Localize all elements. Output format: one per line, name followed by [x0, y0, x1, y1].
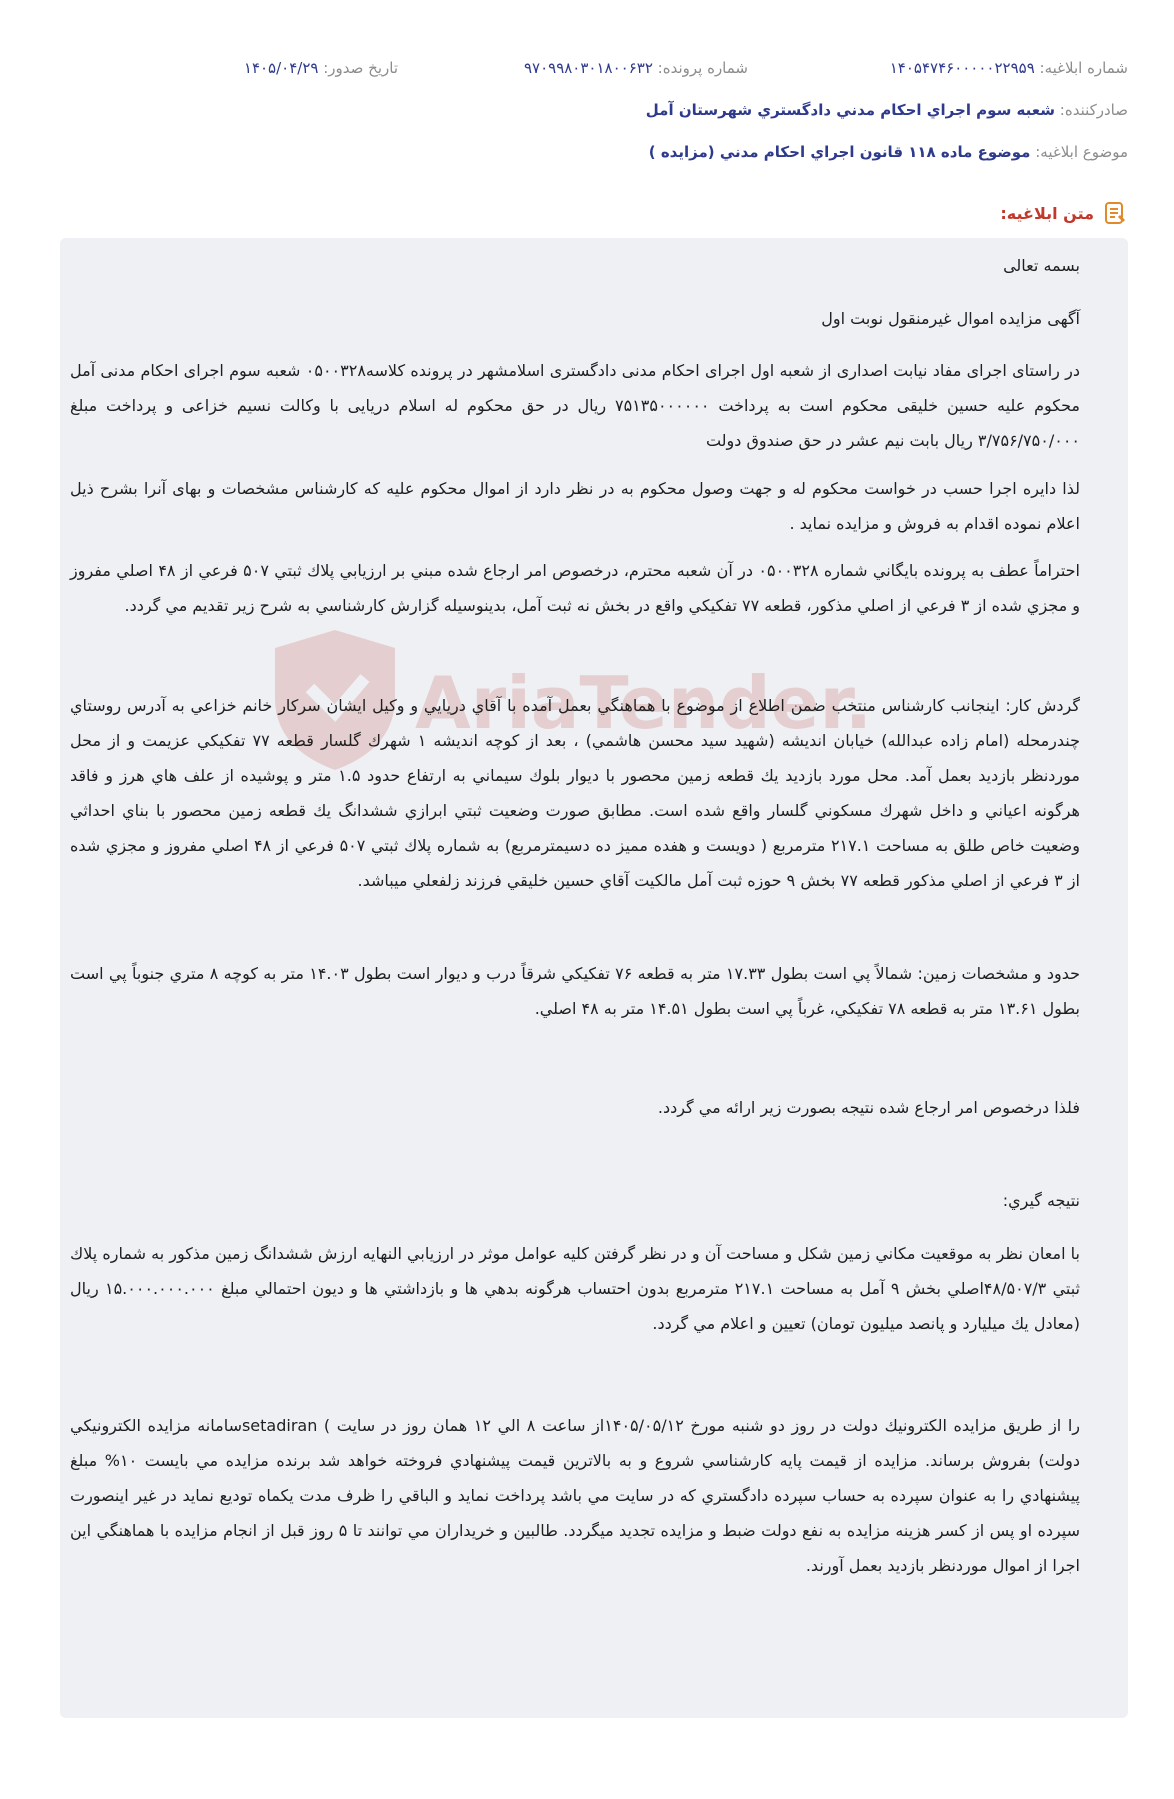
paragraph-conclusion-title: نتيجه گيري: [1002, 1191, 1080, 1210]
subject-value: موضوع ماده ۱۱۸ قانون اجراي احكام مدني (مزايده ) [648, 143, 1031, 161]
notice-number-value: ۱۴۰۵۴۷۴۶۰۰۰۰۰۲۲۹۵۹ [889, 59, 1035, 77]
paragraph-bismillah: بسمه تعالی [1003, 256, 1080, 275]
case-number-value: ۹۷۰۹۹۸۰۳۰۱۸۰۰۶۳۲ [523, 59, 653, 77]
notice-content-box [60, 238, 1128, 1718]
section-title [1000, 200, 1128, 226]
paragraph-execution-request: لذا دایره اجرا حسب در خواست محکوم له و جهت وصول محکوم به در نظر دارد از اموال محکوم علیه که کارشناس مشخصات و بهای آنرا بشرح ذیل اعلام نموده اقدام به فروش و مزایده نماید . [70, 479, 1080, 533]
paragraph-auction-title: آگهی مزایده اموال غیرمنقول نوبت اول [821, 309, 1080, 328]
document-icon [1102, 200, 1128, 226]
paragraph-workflow: گردش كار: اينجانب كارشناس منتخب ضمن اطلاع از موضوع با هماهنگي بعمل آمده با آقاي دريايي و وكيل ايشان سركار خانم خزاعي به آدرس روستاي چندرمحله (امام زاده عبدالله) خيابان انديشه (شهيد سيد محسن هاشمي) ، بعد از كوچه انديشه ۱ شهرك گلسار قطعه ۷۷ تفكيكي عزيمت و از محل موردنظر بازديد بعمل آمد. محل مورد بازديد يك قطعه زمين محصور با ديوار بلوك سيماني به ارتفاع حدود ۱.۵ متر و پوشيده از علف هاي هرز و فاقد هرگونه اعياني و داخل شهرك مسكوني گلسار واقع شده است. مطابق صورت وضعيت ثبتي ابرازي ششدانگ يك قطعه زمين محصور با بناي احداثي وضعيت خاص طلق به مساحت ۲۱۷.۱ مترمربع ( دويست و هفده مميز ده دسيمترمربع) به شماره پلاك ثبتي ۵۰۷ فرعي از ۴۸ اصلي مفروز و مجزي شده از ۳ فرعي از اصلي مذكور قطعه ۷۷ بخش ۹ حوزه ثبت آمل مالكيت آقاي حسين خليقي فرزند زلفعلي ميباشد. [70, 696, 1081, 890]
section-title-text: متن ابلاغیه: [1000, 203, 1094, 223]
issue-date-label: تاریخ صدور: [323, 59, 398, 77]
paragraph-auction-terms: را از طريق مزايده الكترونيك دولت در روز دو شنبه مورخ ۱۴۰۵/۰۵/۱۲از ساعت ۸ الي ۱۲ همان روز در سايت ) setadiranسامانه مزايده الكترونيكي دولت) بفروش برساند. مزايده از قيمت پايه كارشناسي شروع و به بالاترين قيمت پيشنهادي فروخته خواهد شد برنده مزايده مي بايست ۱۰% مبلغ پيشنهادي را به عنوان سپرده به حساب سپرده دادگستري كه در سايت مي باشد پرداخت نمايد و الباقي را ظرف مدت يكماه توديع نمايد در غير اينصورت سپرده او پس از كسر هزينه مزايده به نفع دولت ضبط و مزايده تجديد ميگردد. طالبين و خريداران مي توانند تا ۵ روز قبل از انجام مزايده با هماهنگي اين اجرا از اموال موردنظر بازديد بعمل آورند. [70, 1416, 1081, 1575]
subject-label: موضوع ابلاغیه: [1035, 143, 1128, 161]
watermark-text: AriaTender. [415, 661, 873, 745]
case-number [524, 56, 748, 80]
issuer-value: شعبه سوم اجراي احكام مدني دادگستري شهرستان آمل [645, 101, 1055, 119]
case-number-label: شماره پرونده: [657, 59, 748, 77]
paragraph-expert-reference: احتراماً عطف به پرونده بايگاني شماره ۰۵۰۰۳۲۸ در آن شعبه محترم، درخصوص امر ارجاع شده مبني بر ارزيابي پلاك ثبتي ۵۰۷ فرعي از ۴۸ اصلي مفروز و مجزي شده از ۳ فرعي از اصلي مذكور، قطعه ۷۷ تفكيكي واقع در بخش نه ثبت آمل، بدينوسيله گزارش كارشناسي به شرح زير تقديم مي گردد. [70, 561, 1080, 615]
subject-row [46, 140, 1128, 164]
issuer-label: صادرکننده: [1059, 101, 1128, 119]
issuer-row [46, 98, 1128, 122]
paragraph-result-intro: فلذا درخصوص امر ارجاع شده نتيجه بصورت زير ارائه مي گردد. [657, 1098, 1080, 1117]
paragraph-land-boundaries: حدود و مشخصات زمين: شمالاً پي است بطول ۱۷.۳۳ متر به قطعه ۷۶ تفكيكي شرقاً درب و ديوار است بطول ۱۴.۰۳ متر به كوچه ۸ متري جنوباً پي است بطول ۱۳.۶۱ متر به قطعه ۷۸ تفكيكي، غرباً پي است بطول ۱۴.۵۱ متر به ۴۸ اصلي. [70, 964, 1081, 1018]
issue-date [244, 56, 398, 80]
paragraph-valuation: با امعان نظر به موقعيت مكاني زمين شكل و مساحت آن و در نظر گرفتن كليه عوامل موثر در ارزيابي النهايه ارزش ششدانگ زمين مذكور به شماره پلاك ثبتي ۴۸/۵۰۷/۳اصلي بخش ۹ آمل به مساحت ۲۱۷.۱ مترمربع بدون احتساب هرگونه بدهي ها و بازداشتي ها و ديون احتمالي مبلغ ۱۵.۰۰۰.۰۰۰.۰۰۰ ريال (معادل يك ميليارد و پانصد ميليون تومان) تعيين و اعلام مي گردد. [70, 1244, 1081, 1333]
notice-number-label: شماره ابلاغیه: [1039, 59, 1128, 77]
issue-date-value: ۱۴۰۵/۰۴/۲۹ [243, 59, 319, 77]
paragraph-case-intro: در راستای اجرای مفاد نیابت اصداری از شعبه اول اجرای احکام مدنی دادگستری اسلامشهر در پرونده کلاسه۰۵۰۰۳۲۸ شعبه سوم اجرای احکام مدنی آمل محکوم علیه حسین خلیقی محکوم است به پرداخت ۷۵۱۳۵۰۰۰۰۰۰ ریال در حق محکوم له اسلام دریایی با وکالت نسیم خزاعی و پرداخت مبلغ ۳/۷۵۶/۷۵۰/۰۰۰ ریال بابت نیم عشر در حق صندوق دولت [70, 361, 1080, 450]
notice-number [890, 56, 1128, 80]
